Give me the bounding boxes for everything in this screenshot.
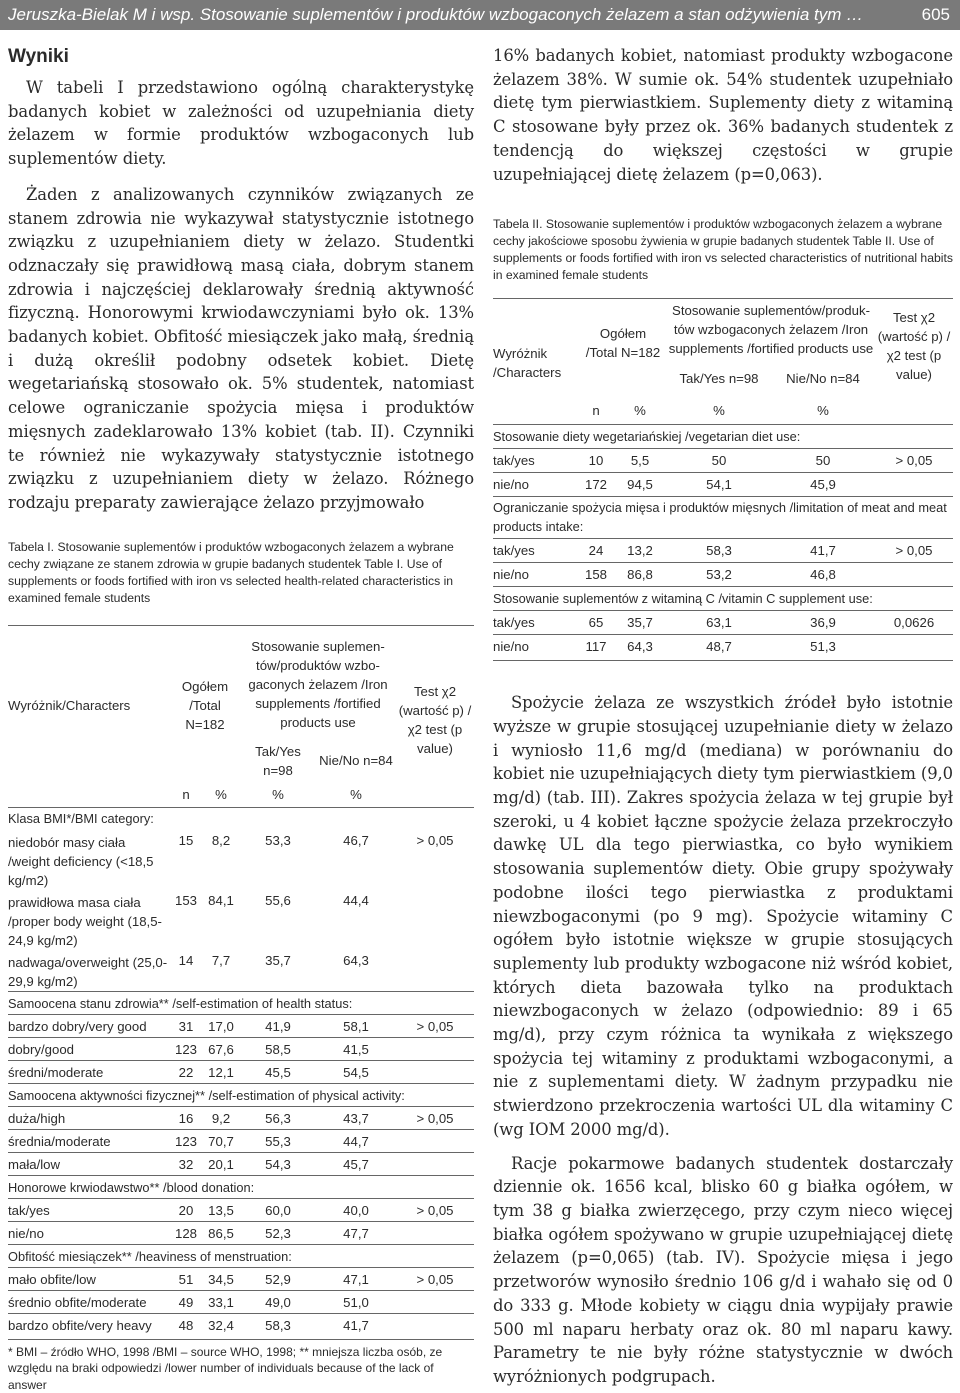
table-row: dobry/good 123 67,6 58,5 41,5 xyxy=(8,1038,474,1061)
table2-header-no: Nie/No n=84 xyxy=(786,370,860,386)
table2-section-vegetarian: Stosowanie diety wegetariańskiej /vegetarian diet use: xyxy=(493,428,801,444)
section-title: Wyniki xyxy=(8,46,69,67)
table1-header-test: Test χ2 (wartość p) /χ2 test (p value) xyxy=(398,683,472,756)
table-row: prawidłowa masa ciała /proper body weight (18,5-24,9 kg/m2) 153 84,1 55,6 44,4 xyxy=(8,892,369,948)
table1-section-bmi: Klasa BMI*/BMI category: xyxy=(8,811,154,827)
table-row: tak/yes 24 13,2 58,3 41,7 > 0,05 xyxy=(493,538,953,562)
table2-header-yes: Tak/Yes n=98 xyxy=(679,370,759,386)
page-number: 605 xyxy=(921,5,950,24)
table-row: tak/yes 20 13,5 60,0 40,0 > 0,05 xyxy=(8,1199,474,1222)
table1-header-yes: Tak/Yes n=98 xyxy=(255,743,301,778)
table2-header-pct: % xyxy=(634,403,646,419)
right-paragraph-2: Spożycie żelaza ze wszystkich źródeł było istotnie wyższe w grupie stosującej uzupełnianie diety w żelazo i wyniosło 11,6 mg/d (mediana) w porównaniu do kobiet nie uzupełniających diety tym pierwiastkiem (9,0 mg/d) (tab. III). Zakres spożycia żelaza w tej grupie był szeroki, u 4 kobiet łączne spożycie żelaza przekroczyło dawkę UL dla tego pierwiastka, co było wynikiem stosowania suplementów diety. Obie grupy spożywały podobne ilości tego pierwiastka z produktami niewzbogaconymi (po 9 mg). Spożycie witaminy C ogółem było istotnie większe w grupie stosujących suplementy lub produkty wzbogacone niż wśród kobiet, których dieta bazowała tylko na produktach niewzbogaconych w żelazo (odpowiednio: 89 i 65 mg/d), przy czym różnica ta wynikała z większego spożycia tej witaminy z produktami wzbogaconymi, a nie z suplementami diety. W żadnym przypadku nie stwierdzono przekroczenia wartości UL dla witaminy C (wg IOM 2000 mg/d). xyxy=(493,693,953,1139)
table2-bottom-rule xyxy=(493,660,953,661)
right-paragraph-3: Racje pokarmowe badanych studentek dostarczały dziennie ok. 1656 kcal, blisko 60 g białka ogółem, w tym 38 g białka zwierzęcego, przy czym nieco więcej białka ogółem spożywano w grupie uzupełniającej dietę żelazem (p=0,065) (tab. IV). Spożycie mięsa i jego przetworów wynosiło średnio 106 g/d i wahało się od 0 do 333 g. Młode kobiety w ciągu dnia wypijały prawie 500 ml naparu herbaty oraz ok. 80 ml naparu kawy. Parametry te nie były różne statystycznie w dwóch wyróżnionych podgrupach. xyxy=(493,1153,953,1386)
table-row: niedobór masy ciała /weight deficiency (<18,5 kg/m2) 15 8,2 53,3 46,7 > 0,05 xyxy=(8,832,454,888)
table-row: mała/low 32 20,1 54,3 45,7 xyxy=(8,1153,474,1176)
table2-header-total: Ogółem /Total N=182 xyxy=(585,325,661,360)
right-paragraph-1: 16% badanych kobiet, natomiast produkty wzbogacone żelazem 38%. W sumie ok. 54% studentek uzupełniało dietę tym pierwiastkiem. Suplementy diety z witaminą C stosowane były przez ok. 36% badanych studentek z tendencją do większej częstości w grupie uzupełniającej dietę żelazem (p=0,063). xyxy=(493,46,953,184)
table-row: tak/yes 65 35,7 63,1 36,9 0,0626 xyxy=(493,610,953,634)
table-row: średnia/moderate 123 70,7 55,3 44,7 xyxy=(8,1130,474,1153)
table2-header-use: Stosowanie suplementów/produktów wzbogaconych żelazem /Iron supplements /fortified products use xyxy=(668,303,874,357)
table-row: bardzo obfite/very heavy 48 32,4 58,3 41,7 xyxy=(8,1314,474,1337)
table-row: nie/no 158 86,8 53,2 46,8 xyxy=(493,562,953,586)
table1-section-health: Samoocena stanu zdrowia** /self-estimation of health status: xyxy=(8,995,353,1011)
table2-caption: Tabela II. Stosowanie suplementów i produktów wzbogaconych żelazem a wybrane cechy jakościowe sposobu żywienia w grupie badanych studentek Table II. Use of supplements or foods fortified with iron vs selected characteristics of nutritional habits in examined female students xyxy=(493,217,953,283)
table-row: bardzo dobry/very good 31 17,0 41,9 58,1 > 0,05 xyxy=(8,1015,474,1038)
table1-section-menstruation: Obfitość miesiączek** /heaviness of menstruation: xyxy=(8,1248,292,1264)
table1-header-total: Ogółem /Total N=182 xyxy=(181,679,229,733)
table-row: nie/no 172 94,5 54,1 45,9 xyxy=(493,472,953,496)
table-row: nie/no 128 86,5 52,3 47,7 xyxy=(8,1222,474,1245)
table1-header-feature: Wyróżnik/Characters xyxy=(8,698,131,714)
table2-section-meat: Ograniczanie spożycia mięsa i produktów mięsnych /limitation of meat and meat products intake: xyxy=(493,500,947,535)
table1-header-pct: % xyxy=(215,786,227,802)
table1-header-no: Nie/No n=84 xyxy=(319,753,393,769)
table1-header-use: Stosowanie suplementów/produktów wzbogaconych żelazem /Iron supplements /fortified products use xyxy=(248,639,388,731)
table-row: nadwaga/overweight (25,0-29,9 kg/m2) 14 7,7 35,7 64,3 xyxy=(8,952,369,989)
table1 xyxy=(8,630,474,1337)
table2-top-rule xyxy=(493,298,953,299)
table-row: średni/moderate 22 12,1 45,5 54,5 xyxy=(8,1061,474,1084)
table-row: mało obfite/low 51 34,5 52,9 47,1 > 0,05 xyxy=(8,1268,474,1291)
table1-header-pct-yes: % xyxy=(272,786,284,802)
left-paragraph-1: W tabeli I przedstawiono ogólną charakterystykę badanych kobiet w zależności od uzupełniania diety żelazem w formie produktów wzbogaconych lub suplementów diety. xyxy=(8,78,474,169)
table1-header-pct-no: % xyxy=(350,786,362,802)
table1-bottom-rule xyxy=(8,1339,474,1340)
table1-section-activity: Samoocena aktywności fizycznej** /self-estimation of physical activity: xyxy=(8,1087,405,1103)
table1-section-donation: Honorowe krwiodawstwo** /blood donation: xyxy=(8,1179,255,1195)
table2-section-vitc: Stosowanie suplementów z witaminą C /vitamin C supplement use: xyxy=(493,590,873,606)
table-row: nie/no 117 64,3 48,7 51,3 xyxy=(493,634,953,658)
table-row: duża/high 16 9,2 56,3 43,7 > 0,05 xyxy=(8,1107,474,1130)
table2-header-n: n xyxy=(592,403,600,419)
table1-top-rule xyxy=(8,625,474,626)
table1-header-n: n xyxy=(182,786,190,802)
right-column xyxy=(493,44,953,1389)
table2 xyxy=(493,301,953,658)
table1-footnote: * BMI – źródło WHO, 1998 /BMI – source WHO, 1998; ** mniejsza liczba osób, ze względu na braki odpowiedzi /lower number of individuals because of the lack of answer xyxy=(8,1344,443,1392)
table-row: tak/yes 10 5,5 50 50 > 0,05 xyxy=(493,448,953,472)
table2-header-feature: Wyróżnik /Characters xyxy=(493,345,562,380)
running-header-title: Jeruszka-Bielak M i wsp. Stosowanie suplementów i produktów wzbogaconych żelazem a stan odżywienia tym … xyxy=(8,5,864,24)
table2-header-test: Test χ2 (wartość p) /χ2 test (p value) xyxy=(877,309,951,382)
table1-caption: Tabela I. Stosowanie suplementów i produktów wzbogaconych żelazem a wybrane cechy związane ze stanem zdrowia w grupie badanych studentek Table I. Use of supplements or foods fortified with iron vs selected health-related characteristics in examined female students xyxy=(8,539,454,605)
running-header xyxy=(0,0,960,30)
table2-header-pct-no: % xyxy=(817,403,829,419)
left-column xyxy=(8,44,474,1393)
left-paragraph-2: Żaden z analizowanych czynników związanych ze stanem zdrowia nie wykazywał statystycznie istotnego związku z uzupełnianiem diety w żelazo. Studentki odznaczały się prawidłową masą ciała, dobrym stanem zdrowia i najczęściej deklarowały średnią aktywność fizyczną. Honorowymi krwiodawczyniami było ok. 13% badanych kobiet. Obfitość miesiączek jako małą, średnią i dużą określił podobny odsetek kobiet. Dietę wegetariańską stosowało ok. 5% studentek, natomiast celowe ograniczanie spożycia mięsa i produktów mięsnych zadeklarowało 13% kobiet (tab. II). Czynniki te również nie wykazywały statystycznie istotnego związku z uzupełnianiem diety w żelazo. Różnego rodzaju preparaty zawierające żelazo przyjmowało xyxy=(8,184,474,512)
table2-header-pct-yes: % xyxy=(713,403,725,419)
table-row: średnio obfite/moderate 49 33,1 49,0 51,0 xyxy=(8,1291,474,1314)
